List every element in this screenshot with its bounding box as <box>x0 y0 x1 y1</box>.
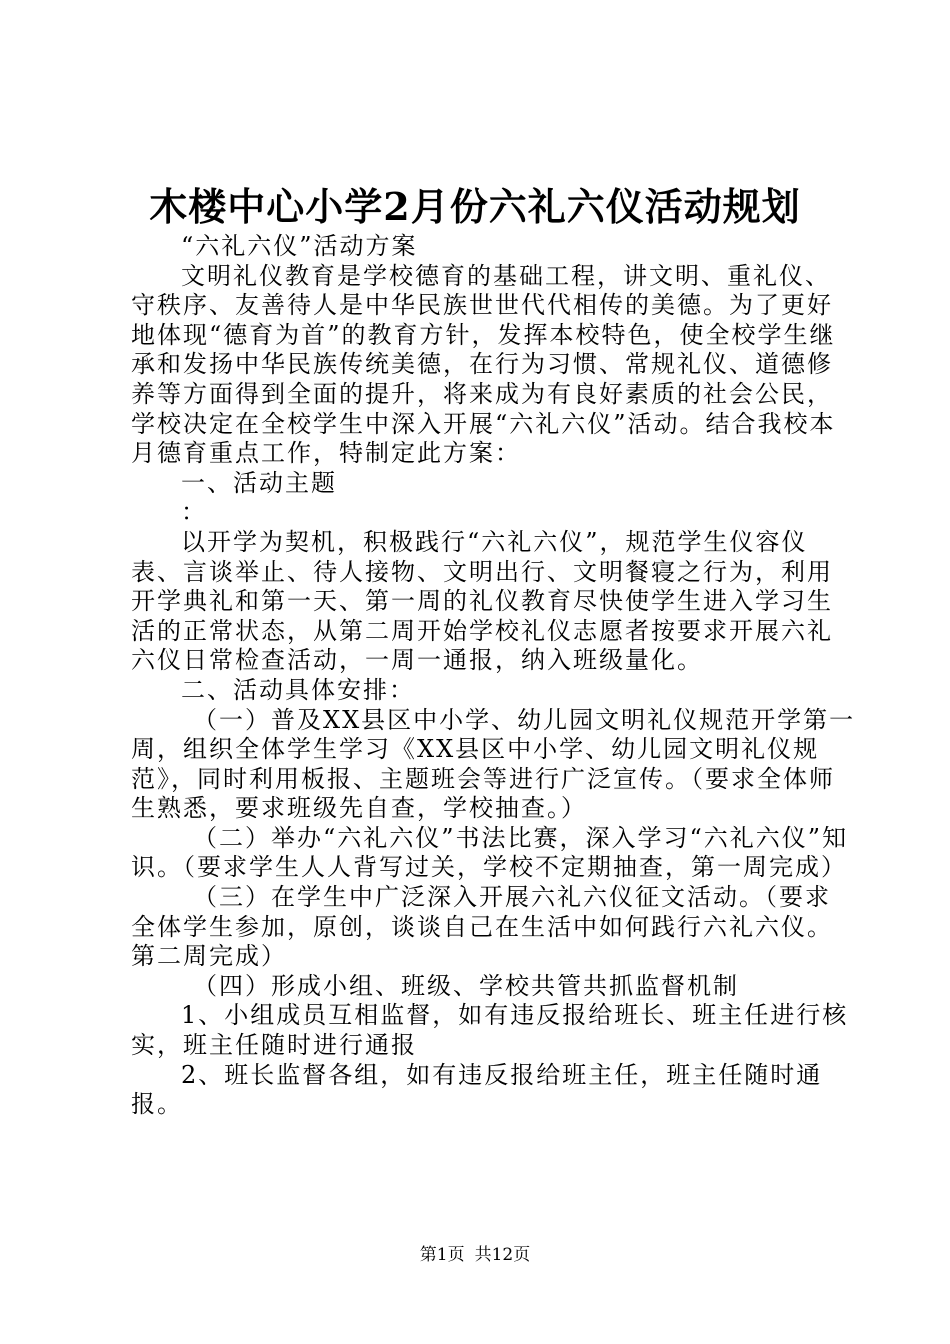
list-item-4: （四）形成小组、班级、学校共管共抓监督机制 <box>193 971 739 1000</box>
paragraph-colon: ： <box>181 498 207 527</box>
sub-item-2: 2、班长监督各组，如有违反报给班主任，班主任随时通报。 <box>131 1060 823 1119</box>
page-total: 共12页 <box>474 1245 531 1265</box>
section-heading-arrangement: 二、活动具体安排： <box>181 675 415 704</box>
paragraph-theme: 以开学为契机，积极践行“六礼六仪”，规范学生仪容仪表、言谈举止、待人接物、文明出行、文明餐寝之行为，利用开学典礼和第一天、第一周的礼仪教育尽快使学生进入学习生活的正常状态，从第二周开始学校礼仪志愿者按要求开展六礼六仪日常检查活动，一周一通报，纳入班级量化。 <box>131 527 833 675</box>
page-footer <box>0 1244 950 1266</box>
list-item-1: （一）普及XX县区中小学、幼儿园文明礼仪规范开学第一周，组织全体学生学习《XX县区中小学、幼儿园文明礼仪规范》，同时利用板报、主题班会等进行广泛宣传。（要求全体师生熟悉，要求班级先自查，学校抽查。） <box>131 705 856 823</box>
sub-item-1: 1、小组成员互相监督，如有违反报给班长、班主任进行核实，班主任随时进行通报 <box>131 1001 849 1060</box>
section-heading-theme: 一、活动主题 <box>181 468 337 497</box>
document-body <box>131 232 856 1120</box>
page-number: 第1页 <box>419 1245 465 1265</box>
document-title: 木楼中心小学2月份六礼六仪活动规划 <box>149 184 801 229</box>
section-heading-plan: “六礼六仪”活动方案 <box>181 232 418 260</box>
list-item-2: （二）举办“六礼六仪”书法比赛，深入学习“六礼六仪”知识。（要求学生人人背写过关，学校不定期抽查，第一周完成） <box>131 823 849 882</box>
list-item-3: （三）在学生中广泛深入开展六礼六仪征文活动。（要求全体学生参加，原创，谈谈自己在生活中如何践行六礼六仪。第二周完成） <box>131 883 833 971</box>
paragraph-intro: 文明礼仪教育是学校德育的基础工程，讲文明、重礼仪、守秩序、友善待人是中华民族世世代代相传的美德。为了更好地体现“德育为首”的教育方针，发挥本校特色，使全校学生继承和发扬中华民族传统美德，在行为习惯、常规礼仪、道德修养等方面得到全面的提升，将来成为有良好素质的社会公民，学校决定在全校学生中深入开展“六礼六仪”活动。结合我校本月德育重点工作，特制定此方案： <box>131 261 836 468</box>
